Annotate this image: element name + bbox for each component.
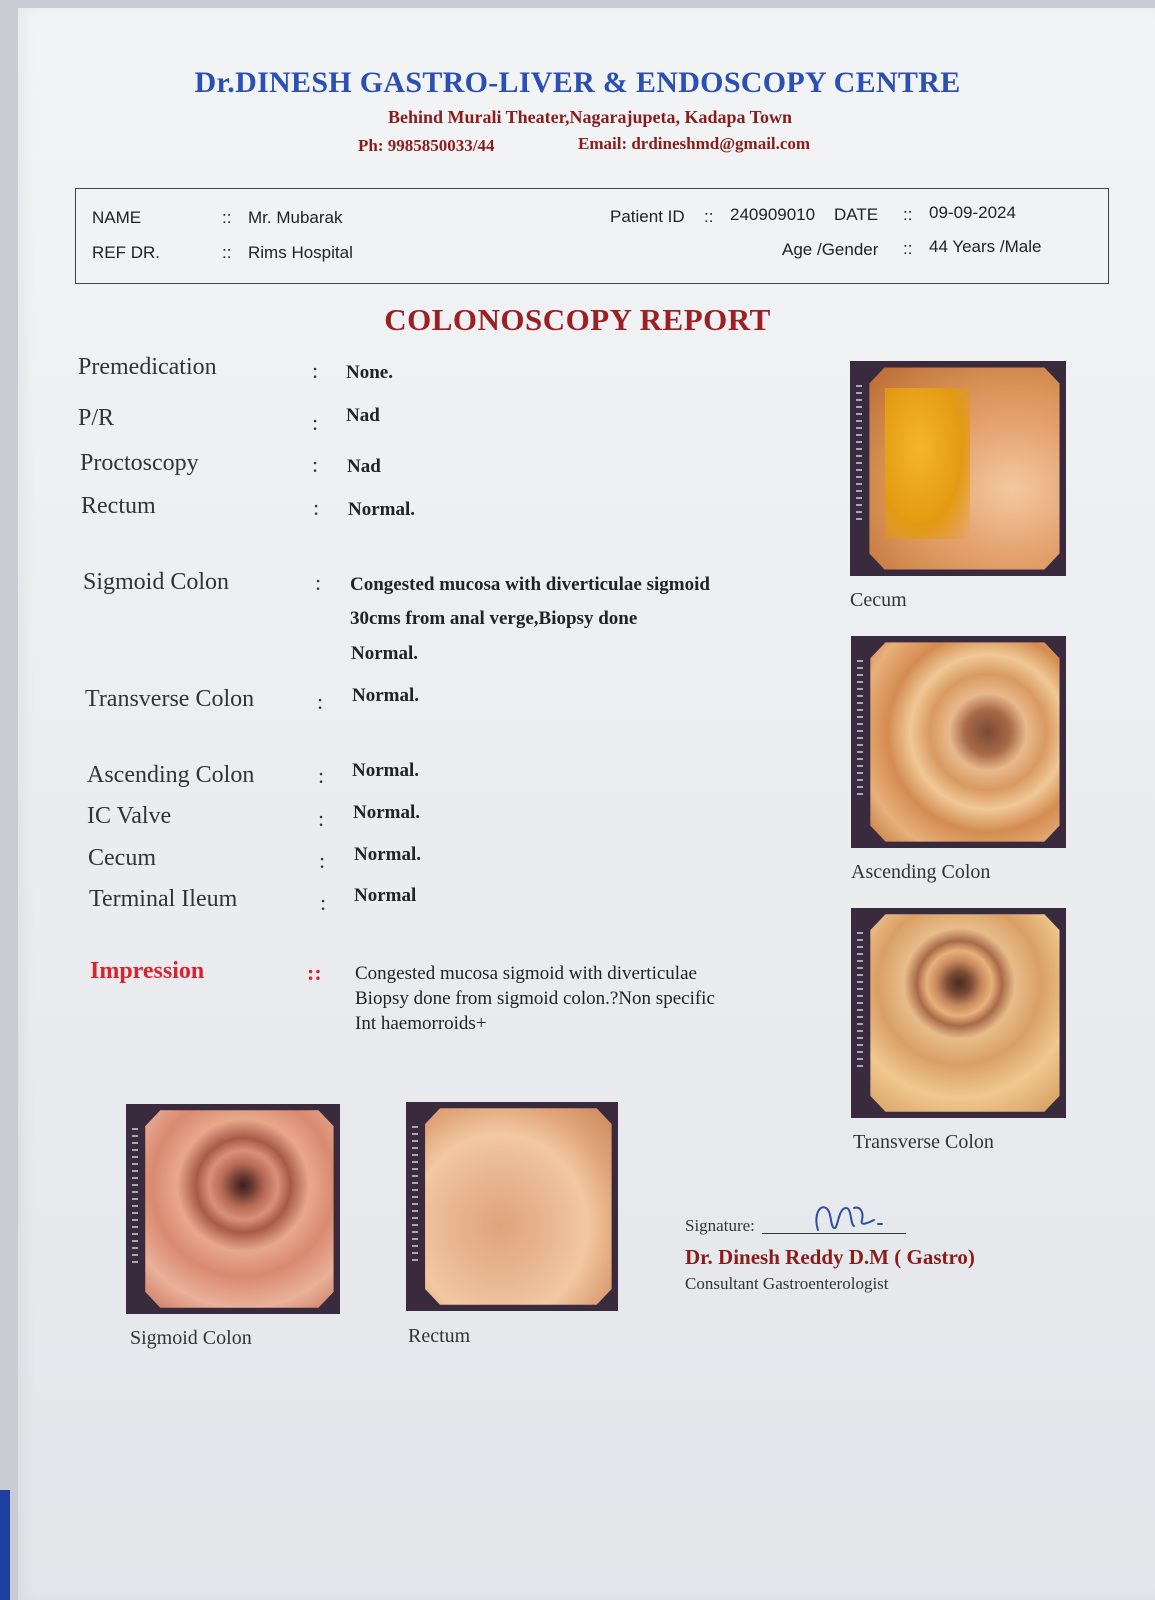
finding-value: Normal. — [353, 802, 421, 823]
endoscopy-image-rectum — [406, 1102, 618, 1311]
patient-id-label: Patient ID — [610, 207, 685, 226]
refdr-sep: :: — [222, 243, 232, 262]
finding-sep: : — [318, 806, 325, 831]
finding-label: Transverse Colon — [85, 686, 255, 712]
name-label: NAME — [92, 208, 142, 227]
finding-value-line3: Normal. — [351, 643, 419, 664]
finding-label: P/R — [78, 405, 115, 431]
age-gender-sep: :: — [903, 239, 913, 258]
finding-label: Proctoscopy — [80, 450, 199, 476]
finding-sep: : — [312, 358, 319, 383]
clinic-name: Dr.DINESH GASTRO-LIVER & ENDOSCOPY CENTRE — [194, 66, 961, 99]
endoscopy-image-cecum — [850, 361, 1066, 576]
caption-cecum: Cecum — [850, 589, 907, 611]
finding-value: Normal. — [352, 685, 420, 706]
caption-transverse-colon: Transverse Colon — [853, 1131, 994, 1153]
refdr-label: REF DR. — [92, 243, 160, 262]
caption-sigmoid-colon: Sigmoid Colon — [130, 1327, 252, 1349]
date-label: DATE — [834, 205, 879, 224]
date-sep: :: — [903, 205, 913, 224]
finding-value: Nad — [347, 456, 381, 477]
doctor-designation: Consultant Gastroenterologist — [685, 1274, 889, 1293]
finding-value: Normal. — [354, 844, 422, 865]
finding-value: Nad — [346, 405, 380, 426]
caption-ascending-colon: Ascending Colon — [851, 861, 991, 883]
finding-value: Congested mucosa with diverticulae sigmoid — [350, 574, 710, 595]
patient-id-sep: :: — [704, 207, 714, 226]
mucosa-view — [870, 914, 1059, 1111]
patient-name: Mr. Mubarak — [248, 208, 343, 227]
clinic-address: Behind Murali Theater,Nagarajupeta, Kadapa Town — [387, 107, 793, 127]
finding-sep: : — [317, 689, 324, 714]
finding-value: Normal — [354, 885, 417, 906]
osd-text-strip — [857, 932, 863, 1072]
finding-label: IC Valve — [87, 803, 172, 829]
endoscopy-image-ascending-colon — [851, 636, 1066, 848]
finding-value: Normal. — [352, 760, 420, 781]
finding-sep: : — [315, 570, 322, 595]
finding-label: Sigmoid Colon — [83, 569, 230, 595]
mucosa-view — [869, 367, 1059, 569]
name-sep: :: — [222, 208, 232, 227]
osd-text-strip — [132, 1128, 138, 1268]
age-gender-value: 44 Years /Male — [929, 237, 1042, 256]
impression-text — [355, 961, 715, 1036]
impression-sep: :: — [307, 960, 322, 985]
clinic-phone: Ph: 9985850033/44 — [358, 136, 495, 155]
finding-label: Ascending Colon — [87, 762, 255, 788]
finding-value-line2: 30cms from anal verge,Biopsy done — [350, 608, 638, 629]
finding-sep: : — [319, 848, 326, 873]
refdr-value: Rims Hospital — [248, 243, 353, 262]
finding-label: Rectum — [81, 493, 156, 519]
report-title: COLONOSCOPY REPORT — [384, 302, 771, 337]
impression-line: Int haemorroids+ — [355, 1013, 487, 1034]
mucosa-view — [145, 1110, 333, 1307]
osd-text-strip — [412, 1126, 418, 1266]
finding-sep: : — [313, 495, 320, 520]
blue-edge-strip — [0, 1490, 10, 1600]
patient-id-value: 240909010 — [730, 205, 816, 224]
impression-line: Biopsy done from sigmoid colon.?Non specific — [355, 988, 715, 1009]
finding-value: Normal. — [348, 499, 416, 520]
impression-label: Impression — [90, 958, 205, 984]
handwritten-signature — [812, 1198, 892, 1238]
doctor-name: Dr. Dinesh Reddy D.M ( Gastro) — [685, 1245, 975, 1269]
finding-sep: : — [318, 763, 325, 788]
date-value: 09-09-2024 — [929, 203, 1016, 222]
finding-sep: : — [320, 890, 327, 915]
finding-value: None. — [346, 362, 393, 383]
finding-label: Premedication — [78, 354, 217, 380]
clinic-email: Email: drdineshmd@gmail.com — [578, 134, 811, 153]
signature-label: Signature: — [685, 1216, 755, 1235]
mucosa-view — [870, 642, 1059, 841]
endoscopy-image-transverse-colon — [851, 908, 1066, 1118]
finding-sep: : — [312, 452, 319, 477]
osd-text-strip — [857, 660, 863, 800]
finding-sep: : — [312, 410, 319, 435]
caption-rectum: Rectum — [408, 1325, 471, 1347]
endoscopy-image-sigmoid-colon — [126, 1104, 340, 1314]
mucosa-view — [425, 1108, 612, 1304]
finding-label: Terminal Ileum — [89, 886, 238, 912]
age-gender-label: Age /Gender — [782, 240, 879, 259]
impression-line: Congested mucosa sigmoid with diverticulae — [355, 963, 697, 984]
osd-text-strip — [856, 385, 862, 525]
fluid-pool — [885, 388, 971, 540]
finding-label: Cecum — [88, 845, 156, 871]
